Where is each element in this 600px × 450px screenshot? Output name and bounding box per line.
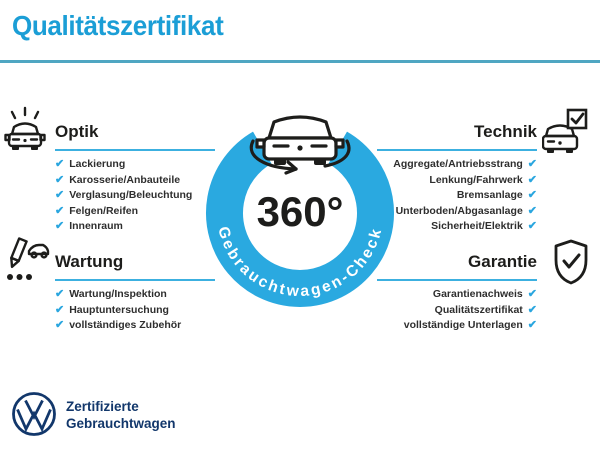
section-garantie-title: Garantie [468, 252, 537, 271]
shiny-car-icon [4, 104, 46, 152]
check-icon: ✔ [527, 173, 537, 186]
check-icon: ✔ [527, 303, 537, 316]
brand-line-1: Zertifizierte [66, 399, 139, 414]
check-item-label: Wartung/Inspektion [69, 288, 167, 300]
check-icon: ✔ [55, 303, 65, 316]
check-icon: ✔ [527, 220, 537, 232]
title-divider [0, 60, 600, 63]
ring-label: Gebrauchtwagen-Check [214, 224, 386, 301]
check-item-label: Lenkung/Fahrwerk [429, 173, 523, 186]
section-technik-title: Technik [474, 122, 537, 141]
check-icon: ✔ [55, 319, 65, 331]
check-icon: ✔ [55, 158, 65, 170]
check-icon: ✔ [527, 204, 537, 217]
check-item-label: Unterboden/Abgasanlage [395, 204, 523, 217]
check-icon: ✔ [55, 204, 65, 217]
check-item-label: Innenraum [69, 220, 123, 232]
check-icon: ✔ [527, 319, 537, 331]
check-icon: ✔ [55, 288, 65, 300]
brand-text [66, 398, 176, 432]
check-item-label: Lackierung [69, 158, 126, 170]
section-optik-title: Optik [55, 122, 99, 141]
check-item-label: Aggregate/Antriebsstrang [393, 158, 523, 170]
check-item-label: Sicherheit/Elektrik [431, 220, 523, 232]
section-wartung-title: Wartung [55, 252, 124, 271]
page-title: Qualitätszertifikat [12, 10, 224, 41]
check-item-label: Hauptuntersuchung [69, 303, 169, 316]
car-checkbox-icon [542, 108, 588, 160]
check-item-label: Bremsanlage [456, 189, 523, 201]
check-icon: ✔ [527, 158, 537, 170]
check-item-label: Verglasung/Beleuchtung [69, 189, 193, 201]
check-item-label: Felgen/Reifen [69, 204, 139, 217]
check-icon: ✔ [527, 189, 537, 201]
check-item-label: vollständige Unterlagen [403, 319, 523, 331]
degrees-value: 360° [256, 188, 344, 235]
check-icon: ✔ [527, 288, 537, 300]
check-icon: ✔ [55, 189, 65, 201]
check-icon: ✔ [55, 220, 65, 232]
vw-logo [10, 390, 58, 438]
center-360-badge [190, 95, 410, 330]
check-item-label: Karosserie/Anbauteile [69, 173, 181, 186]
brand-line-2: Gebrauchtwagen [66, 416, 176, 431]
check-item-label: vollständiges Zubehör [69, 319, 182, 331]
check-icon: ✔ [55, 173, 65, 186]
shield-check-icon [551, 238, 591, 286]
check-item-label: Qualitätszertifikat [434, 303, 523, 316]
service-pencil-car-icon [2, 236, 50, 284]
car-rotation-icon [251, 117, 349, 173]
check-item-label: Garantienachweis [432, 288, 523, 300]
